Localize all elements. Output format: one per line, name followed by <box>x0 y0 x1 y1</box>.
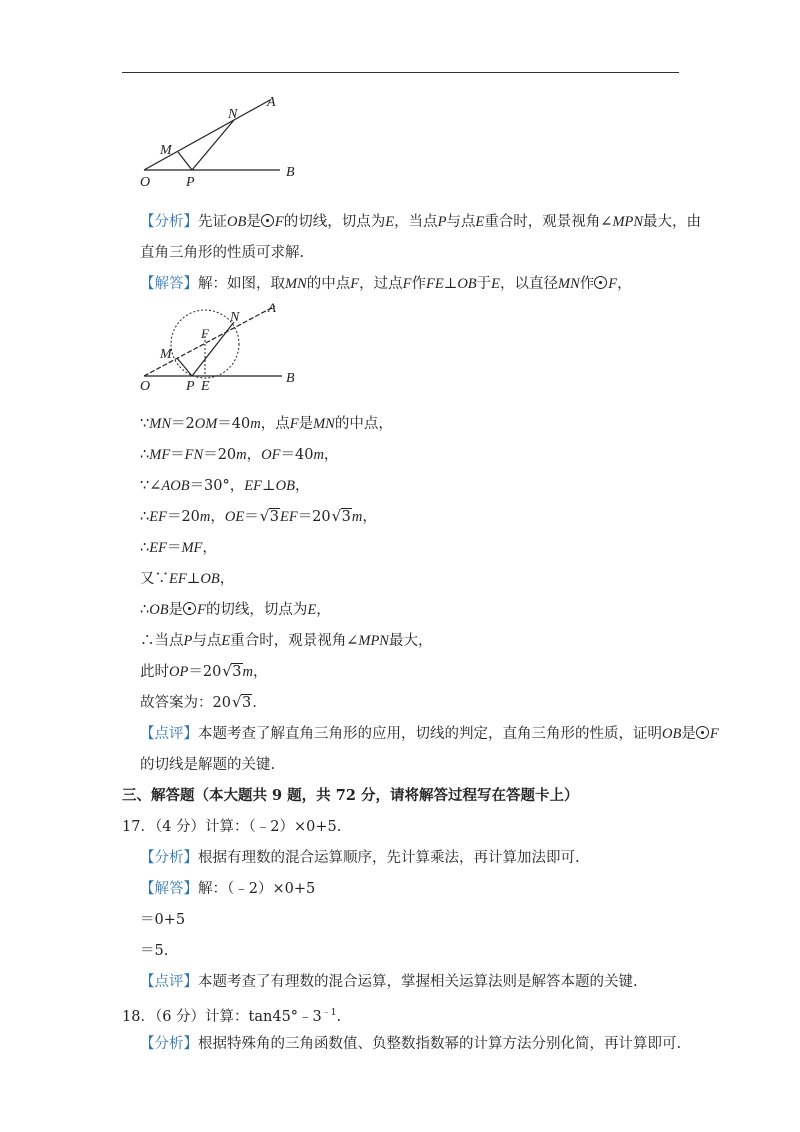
fig1-label-n: N <box>228 107 238 122</box>
fig2-label-e: E <box>201 379 210 394</box>
q17-step-1: ＝0+5 <box>140 912 186 928</box>
fig2-label-b: B <box>286 371 295 386</box>
comment-tag: 【点评】 <box>140 726 198 742</box>
comment-line-2: 的切线是解题的关键. <box>140 757 276 773</box>
circle-dot-icon <box>594 276 607 289</box>
fig1-label-b: B <box>286 165 295 180</box>
solution-step-3: ∵∠AOB＝30°，EF⊥OB， <box>140 478 310 494</box>
fig2-label-a: A <box>268 300 276 315</box>
fig1-label-m: M <box>160 143 172 158</box>
solution-step-8: ∴当点P与点E重合时，观景视角∠MPN最大， <box>140 633 433 649</box>
header-rule <box>122 72 679 73</box>
fig1-label-o: O <box>140 175 151 190</box>
fig2-label-m: M <box>160 347 172 362</box>
fig1-label-p: P <box>186 175 195 190</box>
solution-step-7: ∴OB是 F的切线，切点为E， <box>140 602 331 618</box>
q17-answer: 【解答】解：（﹣2）×0+5 <box>140 881 316 897</box>
solution-step-1: ∵MN＝2OM＝40m，点F是MN的中点， <box>140 416 393 432</box>
comment-line-1: 【点评】本题考查了解直角三角形的应用，切线的判定，直角三角形的性质，证明OB是 F <box>140 726 719 742</box>
q17-step-2: ＝5. <box>140 943 169 959</box>
circle-dot-icon <box>261 214 274 227</box>
question-17: 17．（4 分）计算：（﹣2）×0+5. <box>122 819 342 835</box>
q17-comment: 【点评】本题考查了有理数的混合运算，掌握相关运算法则是解答本题的关键. <box>140 974 638 990</box>
figure-1-diagram <box>130 92 310 192</box>
fig2-label-n: N <box>230 310 240 325</box>
figure-2-diagram <box>130 296 310 396</box>
fig1-label-a: A <box>267 95 276 110</box>
solution-step-2: ∴MF＝FN＝20m，OF＝40m， <box>140 447 339 463</box>
solution-final-answer: 故答案为：20√ 3. <box>140 693 257 713</box>
solution-step-9: 此时OP＝20√ 3m， <box>140 662 268 682</box>
q18-analysis: 【分析】根据特殊角的三角函数值、负整数指数幂的计算方法分别化简，再计算即可. <box>140 1036 682 1052</box>
analysis-line-2: 直角三角形的性质可求解. <box>140 245 305 261</box>
answer-tag: 【解答】 <box>140 276 198 292</box>
solution-step-5: ∴EF＝MF， <box>140 540 217 556</box>
sqrt-symbol: √ 3 <box>232 693 252 713</box>
question-18: 18．（6 分）计算：$\tan 45^\circ﹣3^{﹣1}$. <box>122 1008 342 1025</box>
circle-dot-icon <box>183 602 196 615</box>
sqrt-symbol: √ 3 <box>260 507 280 527</box>
fig2-label-f: F <box>201 326 209 341</box>
analysis-tag: 【分析】 <box>140 214 198 230</box>
fig2-label-o: O <box>140 379 151 394</box>
sqrt-symbol: √ 3 <box>222 662 242 682</box>
answer-line-1: 【解答】解：如图，取MN的中点F，过点F作FE⊥OB于E，以直径MN作 F， <box>140 276 632 292</box>
analysis-line-1: 【分析】先证OB是 F的切线，切点为E，当点P与点E重合时，观景视角∠MPN最大，由 <box>140 214 702 230</box>
q17-analysis: 【分析】根据有理数的混合运算顺序，先计算乘法，再计算加法即可. <box>140 850 580 866</box>
solution-step-6: 又∵EF⊥OB， <box>140 571 235 587</box>
circle-dot-icon <box>696 726 709 739</box>
section-heading: 三、解答题（本大题共 9 题，共 72 分，请将解答过程写在答题卡上） <box>122 787 579 804</box>
fig2-label-p: P <box>186 379 195 394</box>
solution-step-4: ∴EF＝20m，OE＝√ 3EF＝20√ 3m， <box>140 507 377 527</box>
sqrt-symbol: √ 3 <box>332 507 352 527</box>
